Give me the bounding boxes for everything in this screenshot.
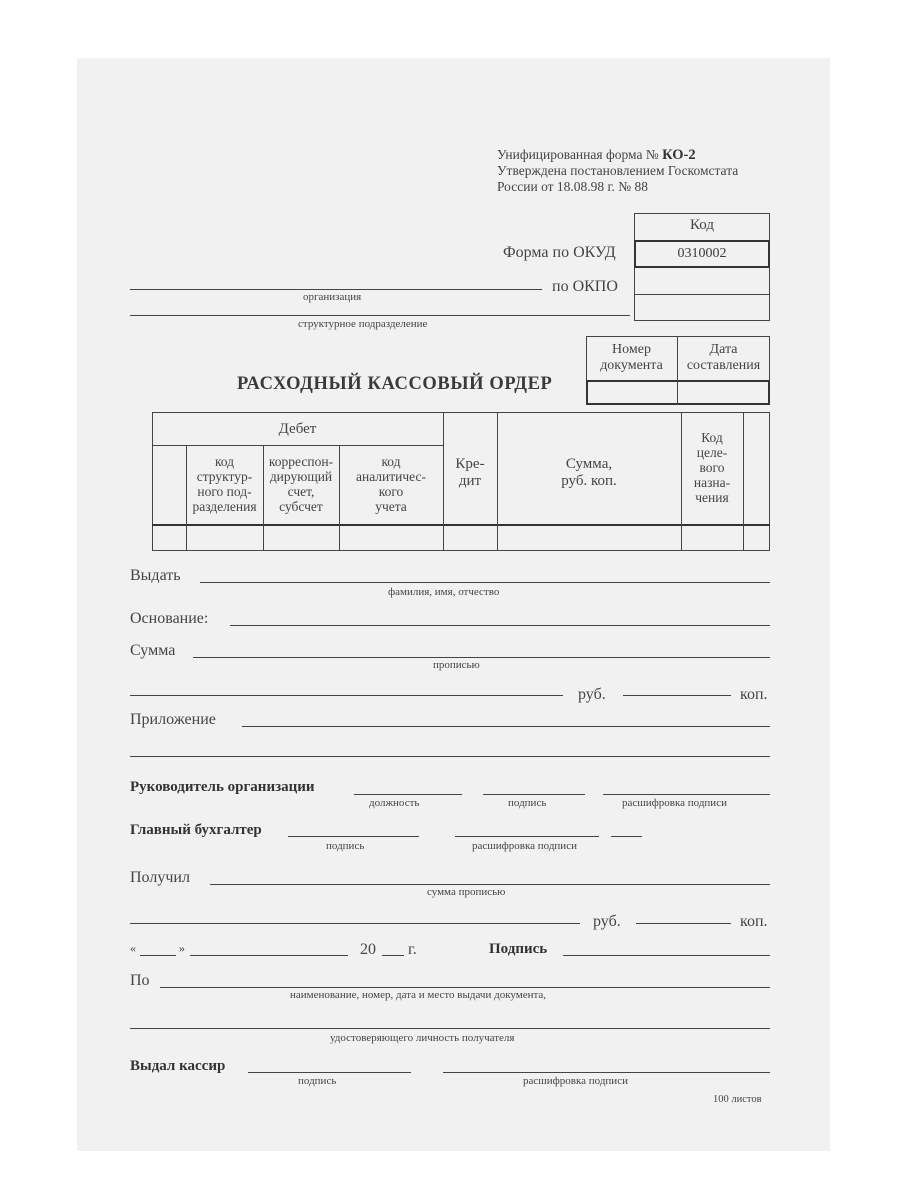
- received-label: Получил: [130, 869, 190, 886]
- sum-line[interactable]: [193, 657, 770, 658]
- director-signature-caption: подпись: [508, 797, 547, 809]
- header-line: корреспон-: [268, 454, 334, 469]
- cashier-decoding-line[interactable]: [443, 1072, 770, 1073]
- received-line-2[interactable]: [130, 923, 580, 924]
- sum-caption: прописью: [433, 659, 480, 671]
- director-decoding-line[interactable]: [603, 794, 770, 795]
- year-prefix: 20: [360, 941, 376, 958]
- doc-date-label-line: Дата: [709, 342, 738, 357]
- header-line: ного под-: [197, 484, 252, 499]
- approval-text: Утверждена постановлением Госкомстата: [497, 163, 739, 178]
- issue-caption: фамилия, имя, отчество: [388, 586, 500, 598]
- form-code: КО-2: [662, 147, 696, 163]
- year-line[interactable]: [382, 955, 404, 956]
- accountant-decoding-line[interactable]: [455, 836, 599, 837]
- purpose-code-header: [681, 430, 743, 505]
- received-rub-label: руб.: [593, 913, 621, 930]
- issue-label: Выдать: [130, 567, 181, 584]
- year-suffix: г.: [408, 941, 417, 958]
- approval-date-text: России от 18.08.98 г. № 88: [497, 179, 649, 194]
- rub-label: руб.: [578, 686, 606, 703]
- debit-underline: [152, 445, 443, 446]
- cashier-label: Выдал кассир: [130, 1058, 226, 1074]
- header-line: кого: [378, 484, 404, 499]
- director-decoding-caption: расшифровка подписи: [622, 797, 727, 809]
- organization-line: [130, 289, 542, 290]
- director-position-caption: должность: [369, 797, 420, 809]
- doc-box-values-divider: [677, 380, 678, 405]
- sheets-note: 100 листов: [713, 1094, 762, 1105]
- header-line: учета: [375, 499, 407, 514]
- sum-line-2[interactable]: [130, 695, 563, 696]
- header-line: счет,: [287, 484, 315, 499]
- doc-box-values: [586, 380, 770, 405]
- account-header: [263, 454, 339, 514]
- attachment-line-2[interactable]: [130, 756, 770, 757]
- header-line: разделения: [192, 499, 257, 514]
- sum-label: Сумма: [130, 642, 176, 659]
- header-line: назна-: [693, 475, 731, 490]
- doc-date-label: [677, 342, 770, 374]
- form-number-prefix: Унифицированная форма №: [497, 147, 659, 162]
- signature-label: Подпись: [489, 941, 548, 957]
- accountant-decoding-caption: расшифровка подписи: [472, 840, 577, 852]
- credit-header: [443, 456, 497, 490]
- cashier-decoding-caption: расшифровка подписи: [523, 1075, 628, 1087]
- received-kop-line[interactable]: [636, 923, 731, 924]
- chief-accountant-label: Главный бухгалтер: [130, 822, 262, 838]
- codes-title: Код: [690, 217, 714, 233]
- document-title: РАСХОДНЫЙ КАССОВЫЙ ОРДЕР: [237, 374, 553, 394]
- doc-date-label-line: составления: [686, 358, 761, 373]
- header-line: субсчет: [279, 499, 323, 514]
- date-month-line[interactable]: [190, 955, 348, 956]
- division-line: [130, 315, 630, 316]
- header-line: чения: [695, 490, 729, 505]
- doc-number-label-line: Номер: [612, 342, 651, 357]
- kop-label: коп.: [740, 686, 768, 703]
- header-line: код: [214, 454, 235, 469]
- header-line: структур-: [196, 469, 253, 484]
- header-line: дирующий: [269, 469, 333, 484]
- date-day-line[interactable]: [140, 955, 176, 956]
- doc-number-label-line: документа: [600, 358, 663, 373]
- okpo-label: по ОКПО: [552, 278, 618, 295]
- header-line: аналитичес-: [355, 469, 427, 484]
- cashier-signature-caption: подпись: [298, 1075, 337, 1087]
- director-label: Руководитель организации: [130, 779, 315, 795]
- identity-doc-caption: наименование, номер, дата и место выдачи документа,: [290, 989, 547, 1001]
- received-kop-label: коп.: [740, 913, 768, 930]
- header-line: целе-: [696, 445, 728, 460]
- sum-header: [497, 456, 681, 490]
- accountant-signature-caption: подпись: [326, 840, 365, 852]
- date-close-quote: »: [179, 941, 185, 955]
- received-line[interactable]: [210, 884, 770, 885]
- issue-line[interactable]: [200, 582, 770, 583]
- division-caption: структурное подразделение: [298, 318, 428, 330]
- header-line: код: [381, 454, 401, 469]
- basis-line[interactable]: [230, 625, 770, 626]
- identity-caption: удостоверяющего личность получателя: [330, 1032, 515, 1044]
- table-value-row-top: [152, 524, 770, 526]
- doc-number-label: [586, 342, 677, 374]
- date-open-quote: «: [130, 941, 136, 955]
- header-line: вого: [699, 460, 725, 475]
- signature-line[interactable]: [563, 955, 770, 956]
- header-line: руб. коп.: [561, 473, 617, 489]
- by-label: По: [130, 972, 150, 989]
- header-line: Кре-: [455, 456, 485, 472]
- header-line: Код: [701, 430, 723, 445]
- basis-label: Основание:: [130, 610, 209, 627]
- form-header: [497, 147, 738, 195]
- attachment-label: Приложение: [130, 711, 216, 728]
- cashier-signature-line[interactable]: [248, 1072, 411, 1073]
- header-line: дит: [458, 473, 482, 489]
- okud-value: 0310002: [677, 246, 727, 261]
- codes-divider: [634, 294, 770, 295]
- debit-header: Дебет: [278, 421, 317, 437]
- identity-doc-line[interactable]: [160, 987, 770, 988]
- organization-caption: организация: [303, 291, 362, 303]
- director-position-line[interactable]: [354, 794, 462, 795]
- kop-line[interactable]: [623, 695, 731, 696]
- header-line: Сумма,: [565, 456, 613, 472]
- accountant-decoding-line-2[interactable]: [611, 836, 642, 837]
- analytic-code-header: [339, 454, 443, 514]
- division-code-header: [186, 454, 263, 514]
- received-caption: сумма прописью: [427, 886, 506, 898]
- okud-label: Форма по ОКУД: [503, 244, 616, 261]
- director-signature-line[interactable]: [483, 794, 585, 795]
- accountant-signature-line[interactable]: [288, 836, 419, 837]
- attachment-line[interactable]: [242, 726, 770, 727]
- table-col-line: [743, 412, 744, 551]
- identity-doc-line-2[interactable]: [130, 1028, 770, 1029]
